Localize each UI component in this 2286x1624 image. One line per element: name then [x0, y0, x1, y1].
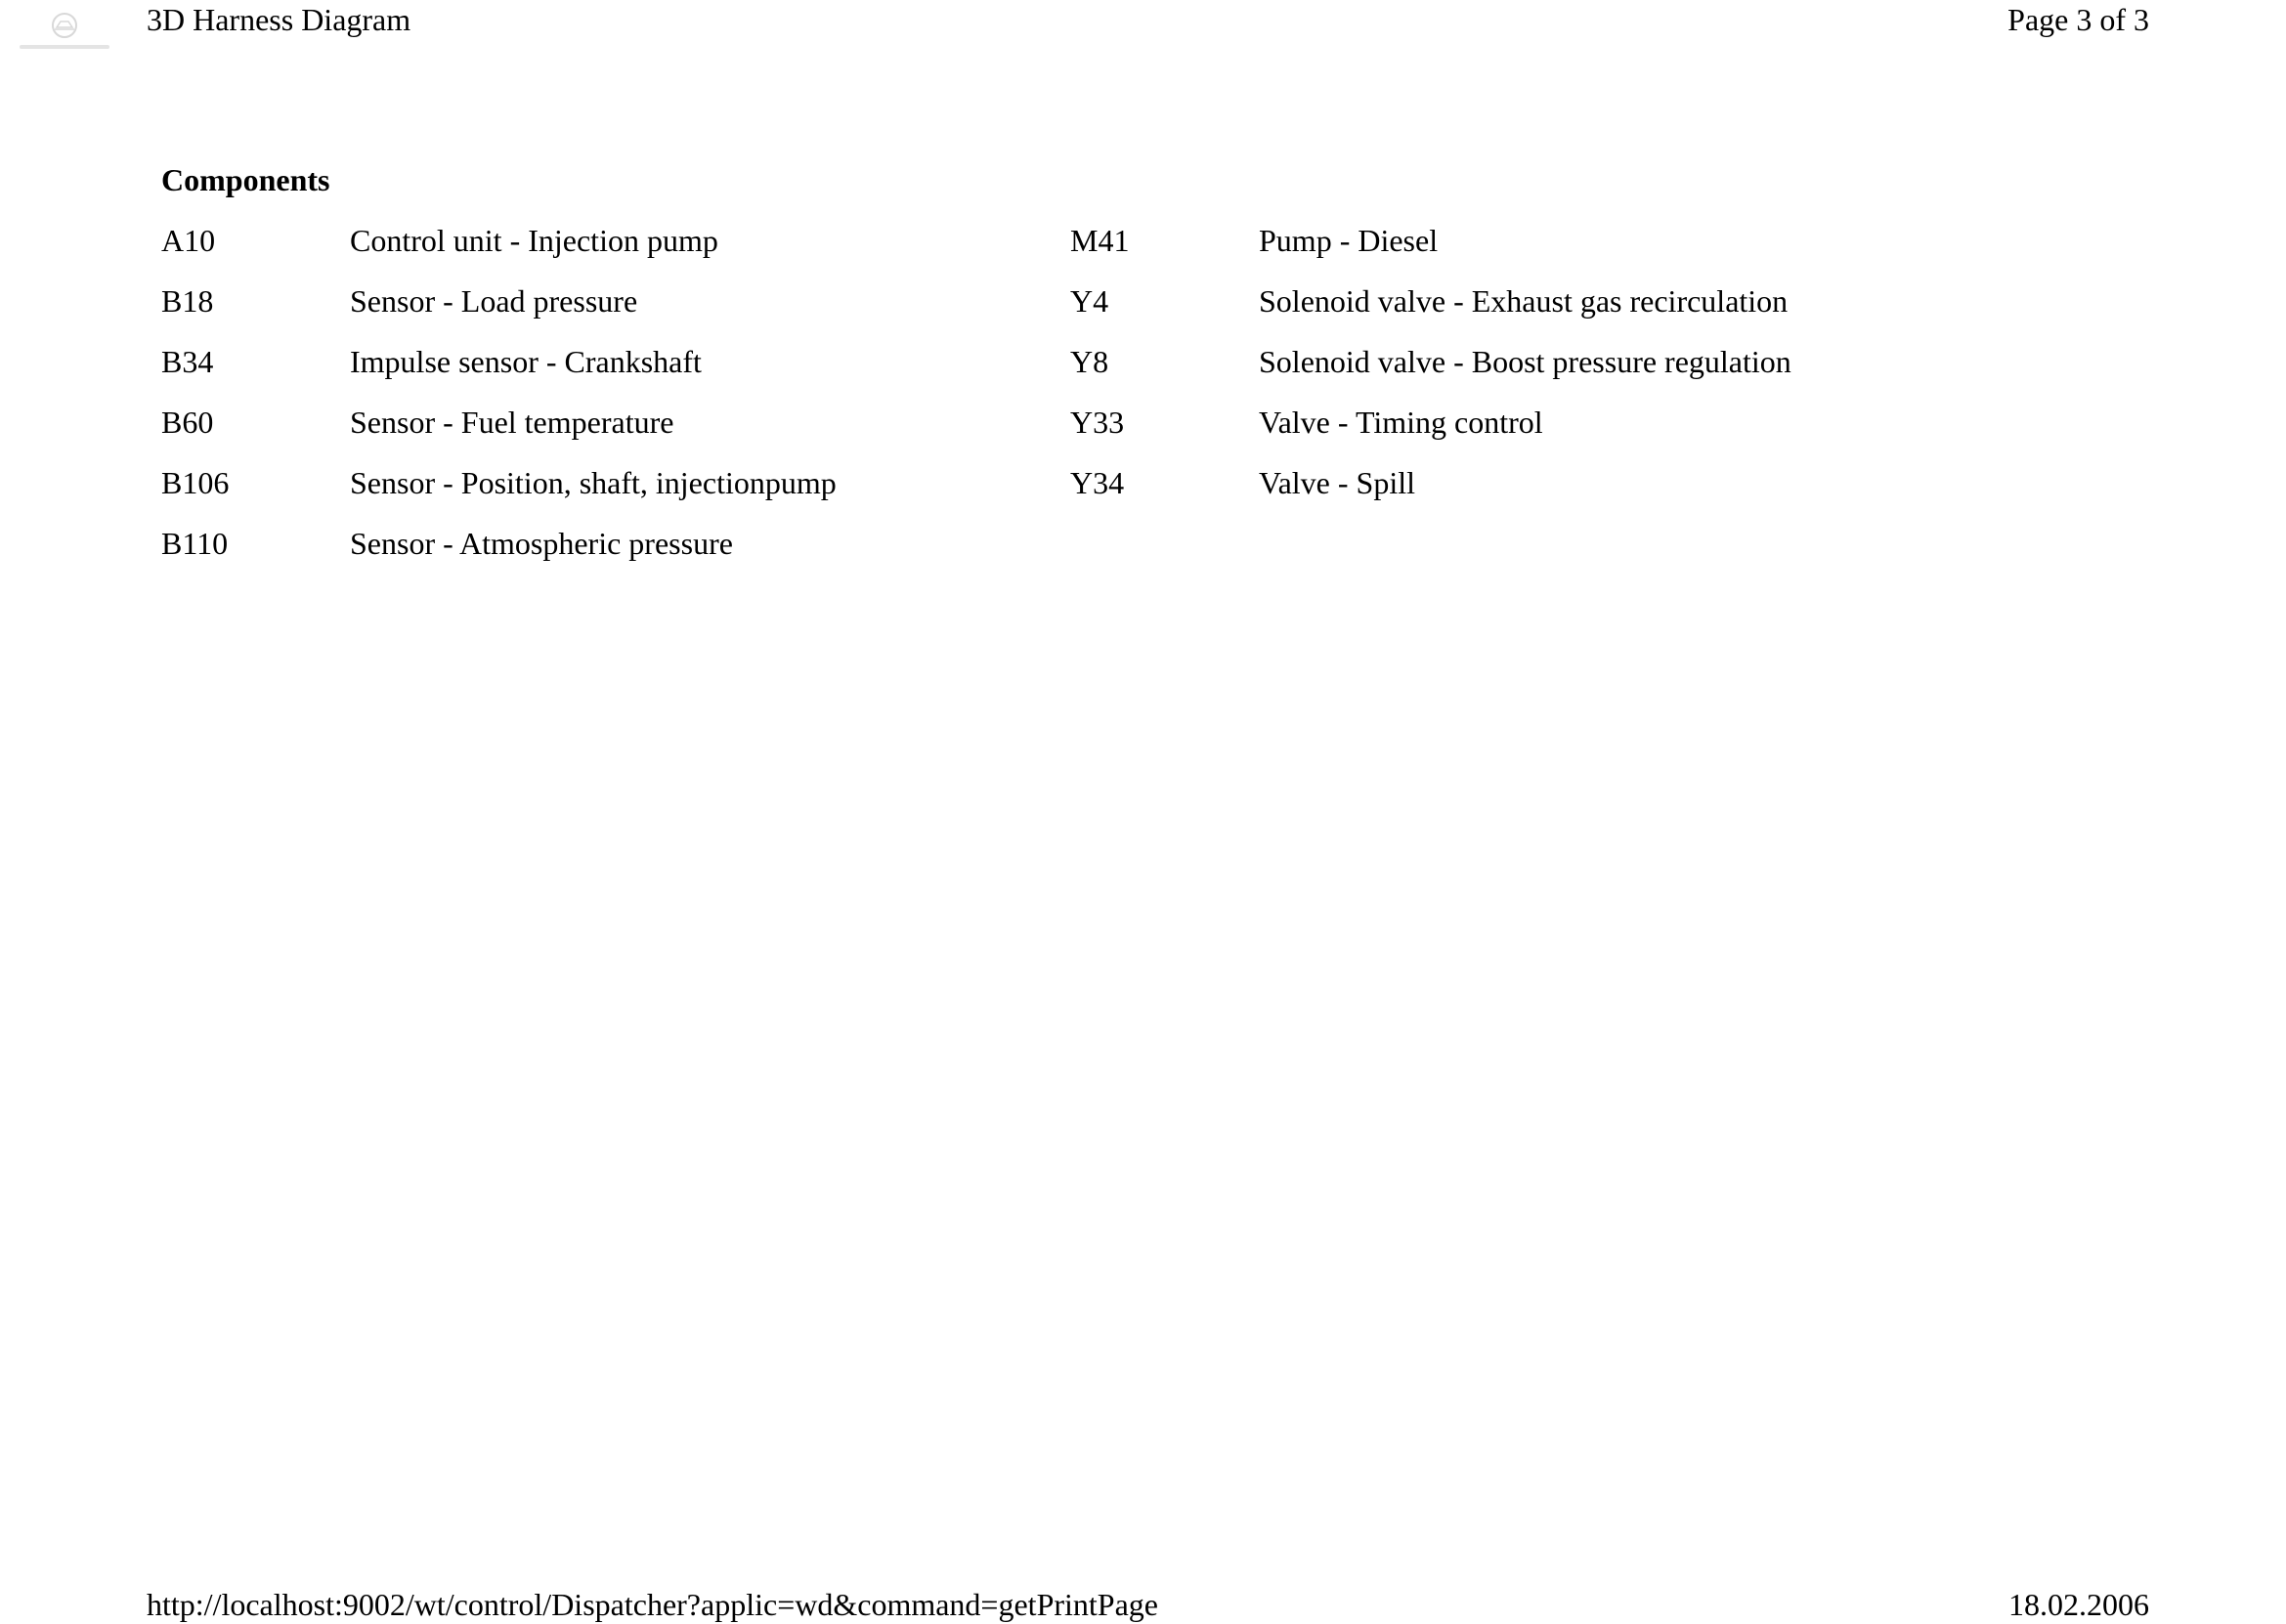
component-description: Sensor - Position, shaft, injectionpump [350, 465, 837, 500]
component-row [161, 463, 1041, 524]
components-list-left [161, 221, 1041, 584]
footer-url: http://localhost:9002/wt/control/Dispatcher?applic=wd&command=getPrintPage [147, 1587, 1158, 1622]
component-description: Solenoid valve - Boost pressure regulation [1259, 344, 1791, 379]
components-list-right [1070, 221, 1950, 524]
component-row [1070, 281, 1950, 342]
component-row [161, 342, 1041, 403]
footer-date: 18.02.2006 [2008, 1587, 2149, 1622]
component-code: A10 [161, 223, 216, 258]
component-code: B110 [161, 526, 229, 561]
component-code: B60 [161, 405, 214, 440]
component-description: Sensor - Load pressure [350, 283, 638, 319]
component-code: Y4 [1070, 283, 1109, 319]
component-description: Valve - Timing control [1259, 405, 1543, 440]
component-code: Y34 [1070, 465, 1125, 500]
component-description: Control unit - Injection pump [350, 223, 718, 258]
component-row [161, 281, 1041, 342]
component-code: B106 [161, 465, 230, 500]
component-code: M41 [1070, 223, 1130, 258]
component-row [1070, 463, 1950, 524]
component-code: Y33 [1070, 405, 1125, 440]
page-number-indicator: Page 3 of 3 [2007, 2, 2149, 37]
component-row [1070, 221, 1950, 281]
component-description: Sensor - Fuel temperature [350, 405, 674, 440]
components-heading: Components [161, 162, 330, 197]
component-code: Y8 [1070, 344, 1109, 379]
component-description: Impulse sensor - Crankshaft [350, 344, 702, 379]
component-description: Solenoid valve - Exhaust gas recirculation [1259, 283, 1789, 319]
component-row [161, 221, 1041, 281]
component-code: B34 [161, 344, 214, 379]
component-description: Valve - Spill [1259, 465, 1415, 500]
component-description: Sensor - Atmospheric pressure [350, 526, 733, 561]
component-row [161, 524, 1041, 584]
component-row [161, 403, 1041, 463]
car-logo-watermark-icon [14, 8, 115, 55]
component-row [1070, 403, 1950, 463]
component-code: B18 [161, 283, 214, 319]
component-description: Pump - Diesel [1259, 223, 1439, 258]
page-header-title: 3D Harness Diagram [147, 2, 411, 37]
component-row [1070, 342, 1950, 403]
